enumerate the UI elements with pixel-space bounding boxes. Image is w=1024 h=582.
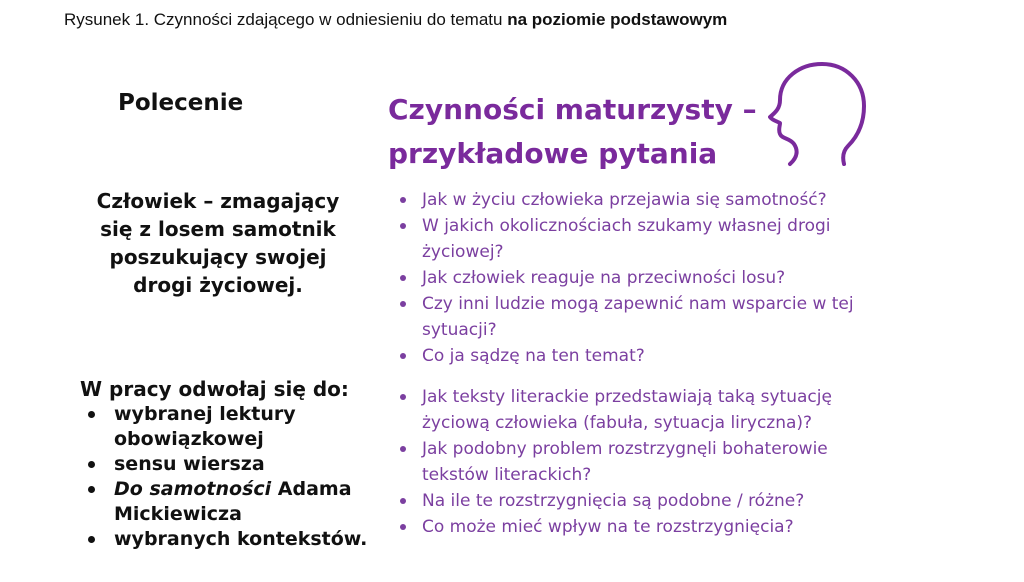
bullet-icon bbox=[400, 446, 406, 452]
head-profile-icon bbox=[768, 60, 868, 168]
bullet-icon bbox=[400, 353, 406, 359]
question-item: Jak teksty literackie przedstawiają taką sytuację życiową człowieka (fabuła, sytuacja liryczna)? bbox=[398, 384, 878, 436]
question-item: Jak podobny problem rozstrzygnęli bohaterowie tekstów literackich? bbox=[398, 436, 878, 488]
references-list bbox=[84, 402, 384, 552]
question-item: Czy inni ludzie mogą zapewnić nam wsparcie w tej sytuacji? bbox=[398, 291, 878, 343]
topic-text: Człowiek – zmagający się z losem samotnik poszukujący swojej drogi życiowej. bbox=[96, 189, 340, 297]
actions-heading bbox=[388, 88, 757, 176]
figure-caption bbox=[64, 10, 727, 30]
caption-prefix: Rysunek 1. Czynności zdającego w odniesieniu do tematu bbox=[64, 10, 508, 29]
question-item: Jak człowiek reaguje na przeciwności losu? bbox=[398, 265, 878, 291]
bullet-icon bbox=[400, 301, 406, 307]
bullet-icon bbox=[400, 223, 406, 229]
question-item: Co ja sądzę na ten temat? bbox=[398, 343, 878, 369]
question-item: Co może mieć wpływ na te rozstrzygnięcia? bbox=[398, 514, 878, 540]
bullet-icon bbox=[88, 486, 95, 493]
command-heading: Polecenie bbox=[118, 90, 244, 116]
caption-bold: na poziomie podstawowym bbox=[507, 10, 728, 29]
questions-group-1 bbox=[398, 187, 878, 369]
bullet-icon bbox=[88, 536, 95, 543]
question-item: W jakich okolicznościach szukamy własnej drogi życiowej? bbox=[398, 213, 878, 265]
actions-heading-line2: przykładowe pytania bbox=[388, 137, 718, 170]
question-item: Na ile te rozstrzygnięcia są podobne / różne? bbox=[398, 488, 878, 514]
questions-group-2 bbox=[398, 384, 878, 540]
bullet-icon bbox=[88, 461, 95, 468]
reference-item: wybranej lektury obowiązkowej bbox=[84, 402, 384, 452]
bullet-icon bbox=[400, 394, 406, 400]
references-intro: W pracy odwołaj się do: bbox=[80, 377, 349, 401]
reference-item: Do samotności Adama Mickiewicza bbox=[84, 477, 384, 527]
question-item: Jak w życiu człowieka przejawia się samotność? bbox=[398, 187, 878, 213]
bullet-icon bbox=[400, 498, 406, 504]
bullet-icon bbox=[400, 275, 406, 281]
bullet-icon bbox=[400, 524, 406, 530]
reference-item: wybranych kontekstów. bbox=[84, 527, 384, 552]
actions-heading-line1: Czynności maturzysty – bbox=[388, 93, 757, 126]
reference-item: sensu wiersza bbox=[84, 452, 384, 477]
bullet-icon bbox=[88, 411, 95, 418]
bullet-icon bbox=[400, 197, 406, 203]
